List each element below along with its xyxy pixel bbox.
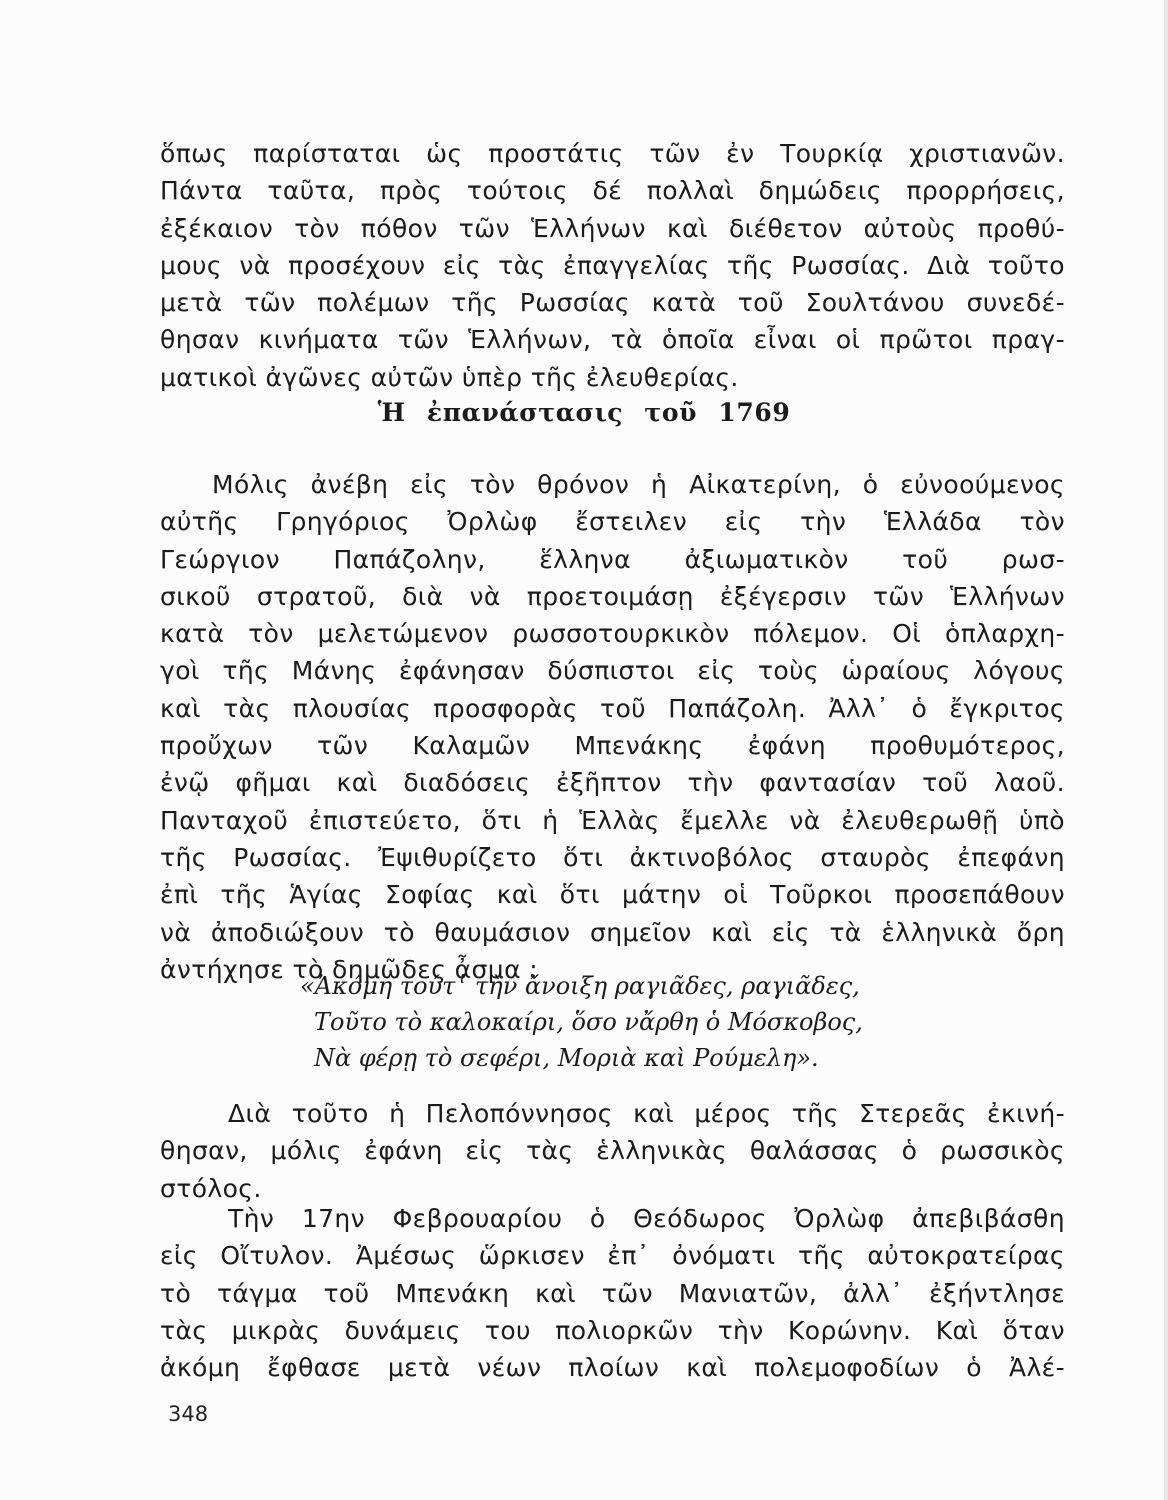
text-line: κατὰ τὸν μελετώμενον ρωσσοτουρκικὸν πόλεμον. Οἱ ὁπλαρχη- [160, 619, 1065, 649]
text-line: τὸ τάγμα τοῦ Μπενάκη καὶ τῶν Μανιατῶν, ἀλλ᾽ ἐξήντλησε [160, 1278, 1065, 1308]
text-line: ὅπως παρίσταται ὡς προστάτις τῶν ἐν Τουρκίᾳ χριστιανῶν. [160, 139, 1065, 168]
text-line: καὶ τὰς πλουσίας προσφορὰς τοῦ Παπάζολη. Ἀλλ᾽ ὁ ἔγκριτος [160, 693, 1065, 723]
heading-word: τοῦ [644, 398, 698, 427]
paragraph-1 [160, 466, 1065, 988]
text-line: θησαν κινήματα τῶν Ἑλλήνων, τὰ ὁποῖα εἶναι οἱ πρῶτοι πραγ- [160, 325, 1065, 355]
page-number: 348 [168, 1402, 209, 1426]
text-line: Διὰ τοῦτο ἡ Πελοπόννησος καὶ μέρος τῆς Στερεᾶς ἐκινή- [228, 1099, 1065, 1128]
text-line: ἐνῷ φῆμαι καὶ διαδόσεις ἐξῆπτον τὴν φαντασίαν τοῦ λαοῦ. [160, 768, 1065, 798]
text-line: μετὰ τῶν πολέμων τῆς Ρωσσίας κατὰ τοῦ Σουλτάνου συνεδέ- [160, 288, 1065, 318]
text-line: αὐτῆς Γρηγόριος Ὀρλὼφ ἔστειλεν εἰς τὴν Ἑλλάδα τὸν [160, 507, 1065, 537]
text-line: Πανταχοῦ ἐπιστεύετο, ὅτι ἡ Ἑλλὰς ἔμελλε νὰ ἐλευθερωθῇ ὑπὸ [160, 805, 1065, 835]
text-line: τῆς Ρωσσίας. Ἐψιθυρίζετο ὅτι ἀκτινοβόλος σταυρὸς ἐπεφάνη [160, 842, 1065, 872]
text-line: νὰ ἀποδιώξουν τὸ θαυμάσιον σημεῖον καὶ εἰς τὰ ἑλληνικὰ ὄρη [160, 917, 1065, 947]
text-line: σικοῦ στρατοῦ, διὰ νὰ προετοιμάσῃ ἐξέγερσιν τῶν Ἑλλήνων [160, 581, 1065, 611]
verse-line: «Ἀκόμη τούτ᾽ τὴν ἄνοιξη ραγιᾶδες, ραγιᾶδες, [300, 972, 860, 1000]
text-line: μους νὰ προσέχουν εἰς τὰς ἐπαγγελίας τῆς Ρωσσίας. Διὰ τοῦτο [160, 250, 1065, 280]
text-line: ἀντήχησε τὸ δημῶδες ᾆσμα : [160, 954, 539, 984]
text-line: τὰς μικρὰς δυνάμεις του πολιορκῶν τὴν Κορώνην. Καὶ ὅταν [160, 1315, 1065, 1345]
intro-paragraph [160, 135, 1065, 396]
paragraph-3 [160, 1200, 1065, 1386]
text-line: γοὶ τῆς Μάνης ἐφάνησαν δύσπιστοι εἰς τοὺς ὡραίους λόγους [160, 656, 1065, 686]
text-line: Μόλις ἀνέβη εἰς τὸν θρόνον ἡ Αἰκατερίνη, ὁ εὐνοούμενος [212, 470, 1065, 499]
text-line: στόλος. [160, 1173, 262, 1203]
heading-word: ἐπανάστασις [426, 398, 624, 427]
page-edge-shadow [1164, 0, 1168, 1500]
folk-song-verse [300, 968, 863, 1076]
text-line: Τὴν 17ην Φεβρουαρίου ὁ Θεόδωρος Ὀρλὼφ ἀπεβιβάσθη [228, 1204, 1065, 1233]
text-line: προὔχων τῶν Καλαμῶν Μπενάκης ἐφάνη προθυμότερος, [160, 731, 1065, 761]
paragraph-2 [160, 1095, 1065, 1207]
text-line: ἐπὶ τῆς Ἁγίας Σοφίας καὶ ὅτι μάτην οἱ Τοῦρκοι προσεπάθουν [160, 880, 1065, 910]
text-line: Πάντα ταῦτα, πρὸς τούτοις δέ πολλαὶ δημώδεις προρρήσεις, [160, 176, 1065, 206]
text-line: εἰς Οἴτυλον. Ἀμέσως ὥρκισεν ἐπ᾽ ὀνόματι τῆς αὐτοκρατείρας [160, 1241, 1065, 1271]
text-line: ἀκόμη ἔφθασε μετὰ νέων πλοίων καὶ πολεμοφοδίων ὁ Ἀλέ- [160, 1353, 1065, 1383]
text-line: Γεώργιον Παπάζολην, ἕλληνα ἀξιωματικὸν τοῦ ρωσ- [160, 544, 1065, 574]
heading-year: 1769 [718, 398, 791, 427]
section-heading [0, 398, 1168, 427]
text-line: ματικοὶ ἀγῶνες αὐτῶν ὑπὲρ τῆς ἐλευθερίας. [160, 362, 739, 392]
verse-line: Νὰ φέρῃ τὸ σεφέρι, Μοριὰ καὶ Ρούμελη». [314, 1044, 819, 1072]
text-line: ἐξέκαιον τὸν πόθον τῶν Ἑλλήνων καὶ διέθετον αὐτοὺς προθύ- [160, 213, 1065, 243]
verse-line: Τοῦτο τὸ καλοκαίρι, ὅσο νἄρθη ὁ Μόσκοβος, [314, 1008, 863, 1036]
heading-article: Ἡ [377, 398, 406, 427]
text-line: θησαν, μόλις ἐφάνη εἰς τὰς ἑλληνικὰς θαλάσσας ὁ ρωσσικὸς [160, 1136, 1065, 1166]
